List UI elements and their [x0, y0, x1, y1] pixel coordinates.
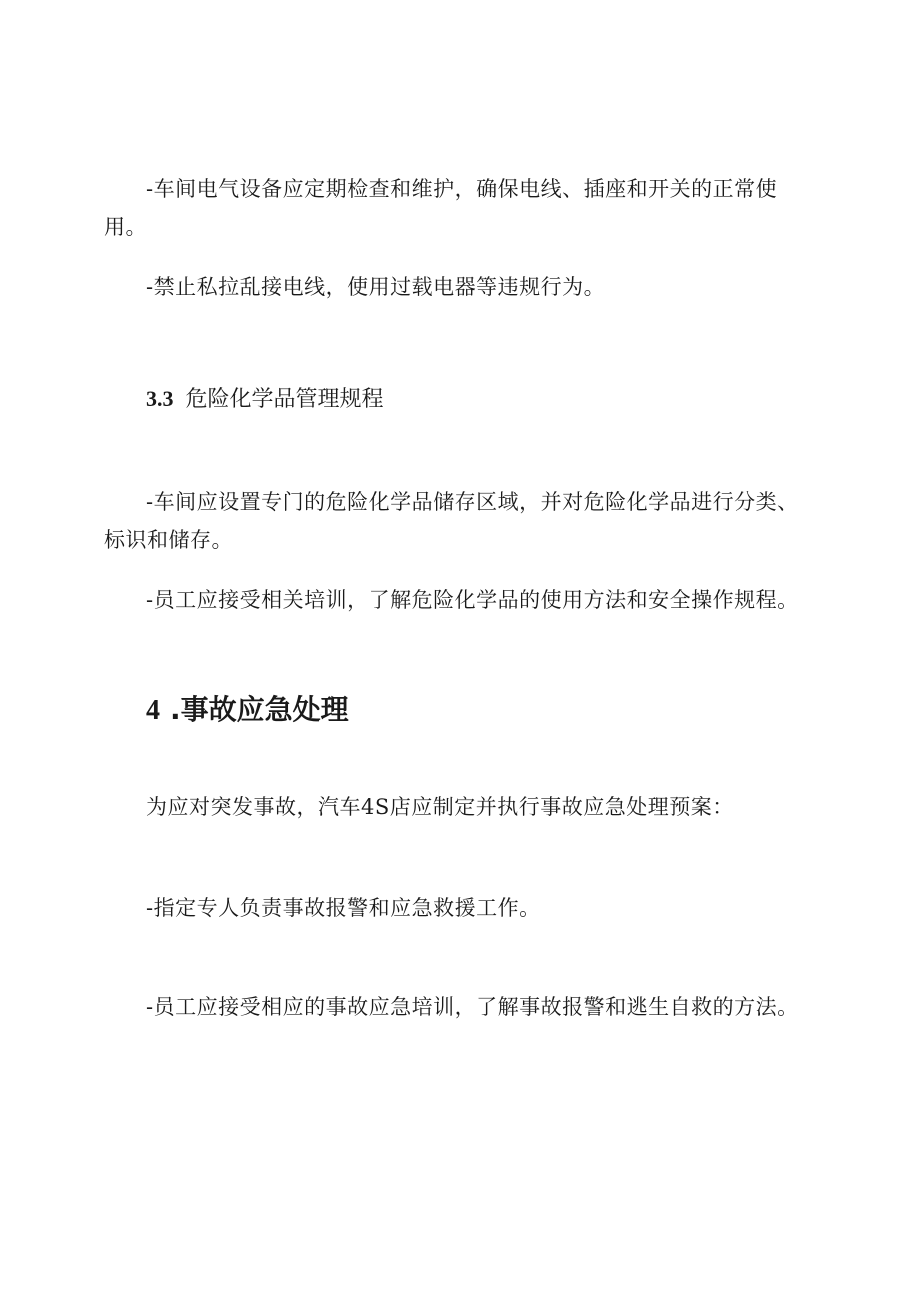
heading-section-4	[146, 688, 349, 728]
paragraph-wiring-prohibition: -禁止私拉乱接电线，使用过载电器等违规行为。	[146, 275, 606, 299]
paragraph-emergency-training: -员工应接受相应的事故应急培训，了解事故报警和逃生自救的方法。	[146, 995, 799, 1019]
heading-section-3-3-number: 3.3	[146, 386, 174, 411]
paragraph-electrical-maintenance: -车间电气设备应定期检查和维护，确保电线、插座和开关的正常使用。	[104, 177, 778, 239]
paragraph-chemical-training: -员工应接受相关培训，了解危险化学品的使用方法和安全操作规程。	[146, 588, 799, 612]
paragraph-emergency-plan-intro: 为应对突发事故，汽车4S店应制定并执行事故应急处理预案：	[146, 795, 734, 819]
heading-section-3-3-title: 危险化学品管理规程	[185, 387, 384, 412]
paragraph-chemical-storage: -车间应设置专门的危险化学品储存区域，并对危险化学品进行分类、标识和储存。	[104, 490, 799, 552]
heading-section-4-title: .事故应急处理	[170, 693, 349, 726]
heading-section-4-number: 4	[146, 695, 160, 726]
paragraph-emergency-staff: -指定专人负责事故报警和应急救援工作。	[146, 896, 541, 920]
heading-section-3-3	[146, 382, 384, 413]
